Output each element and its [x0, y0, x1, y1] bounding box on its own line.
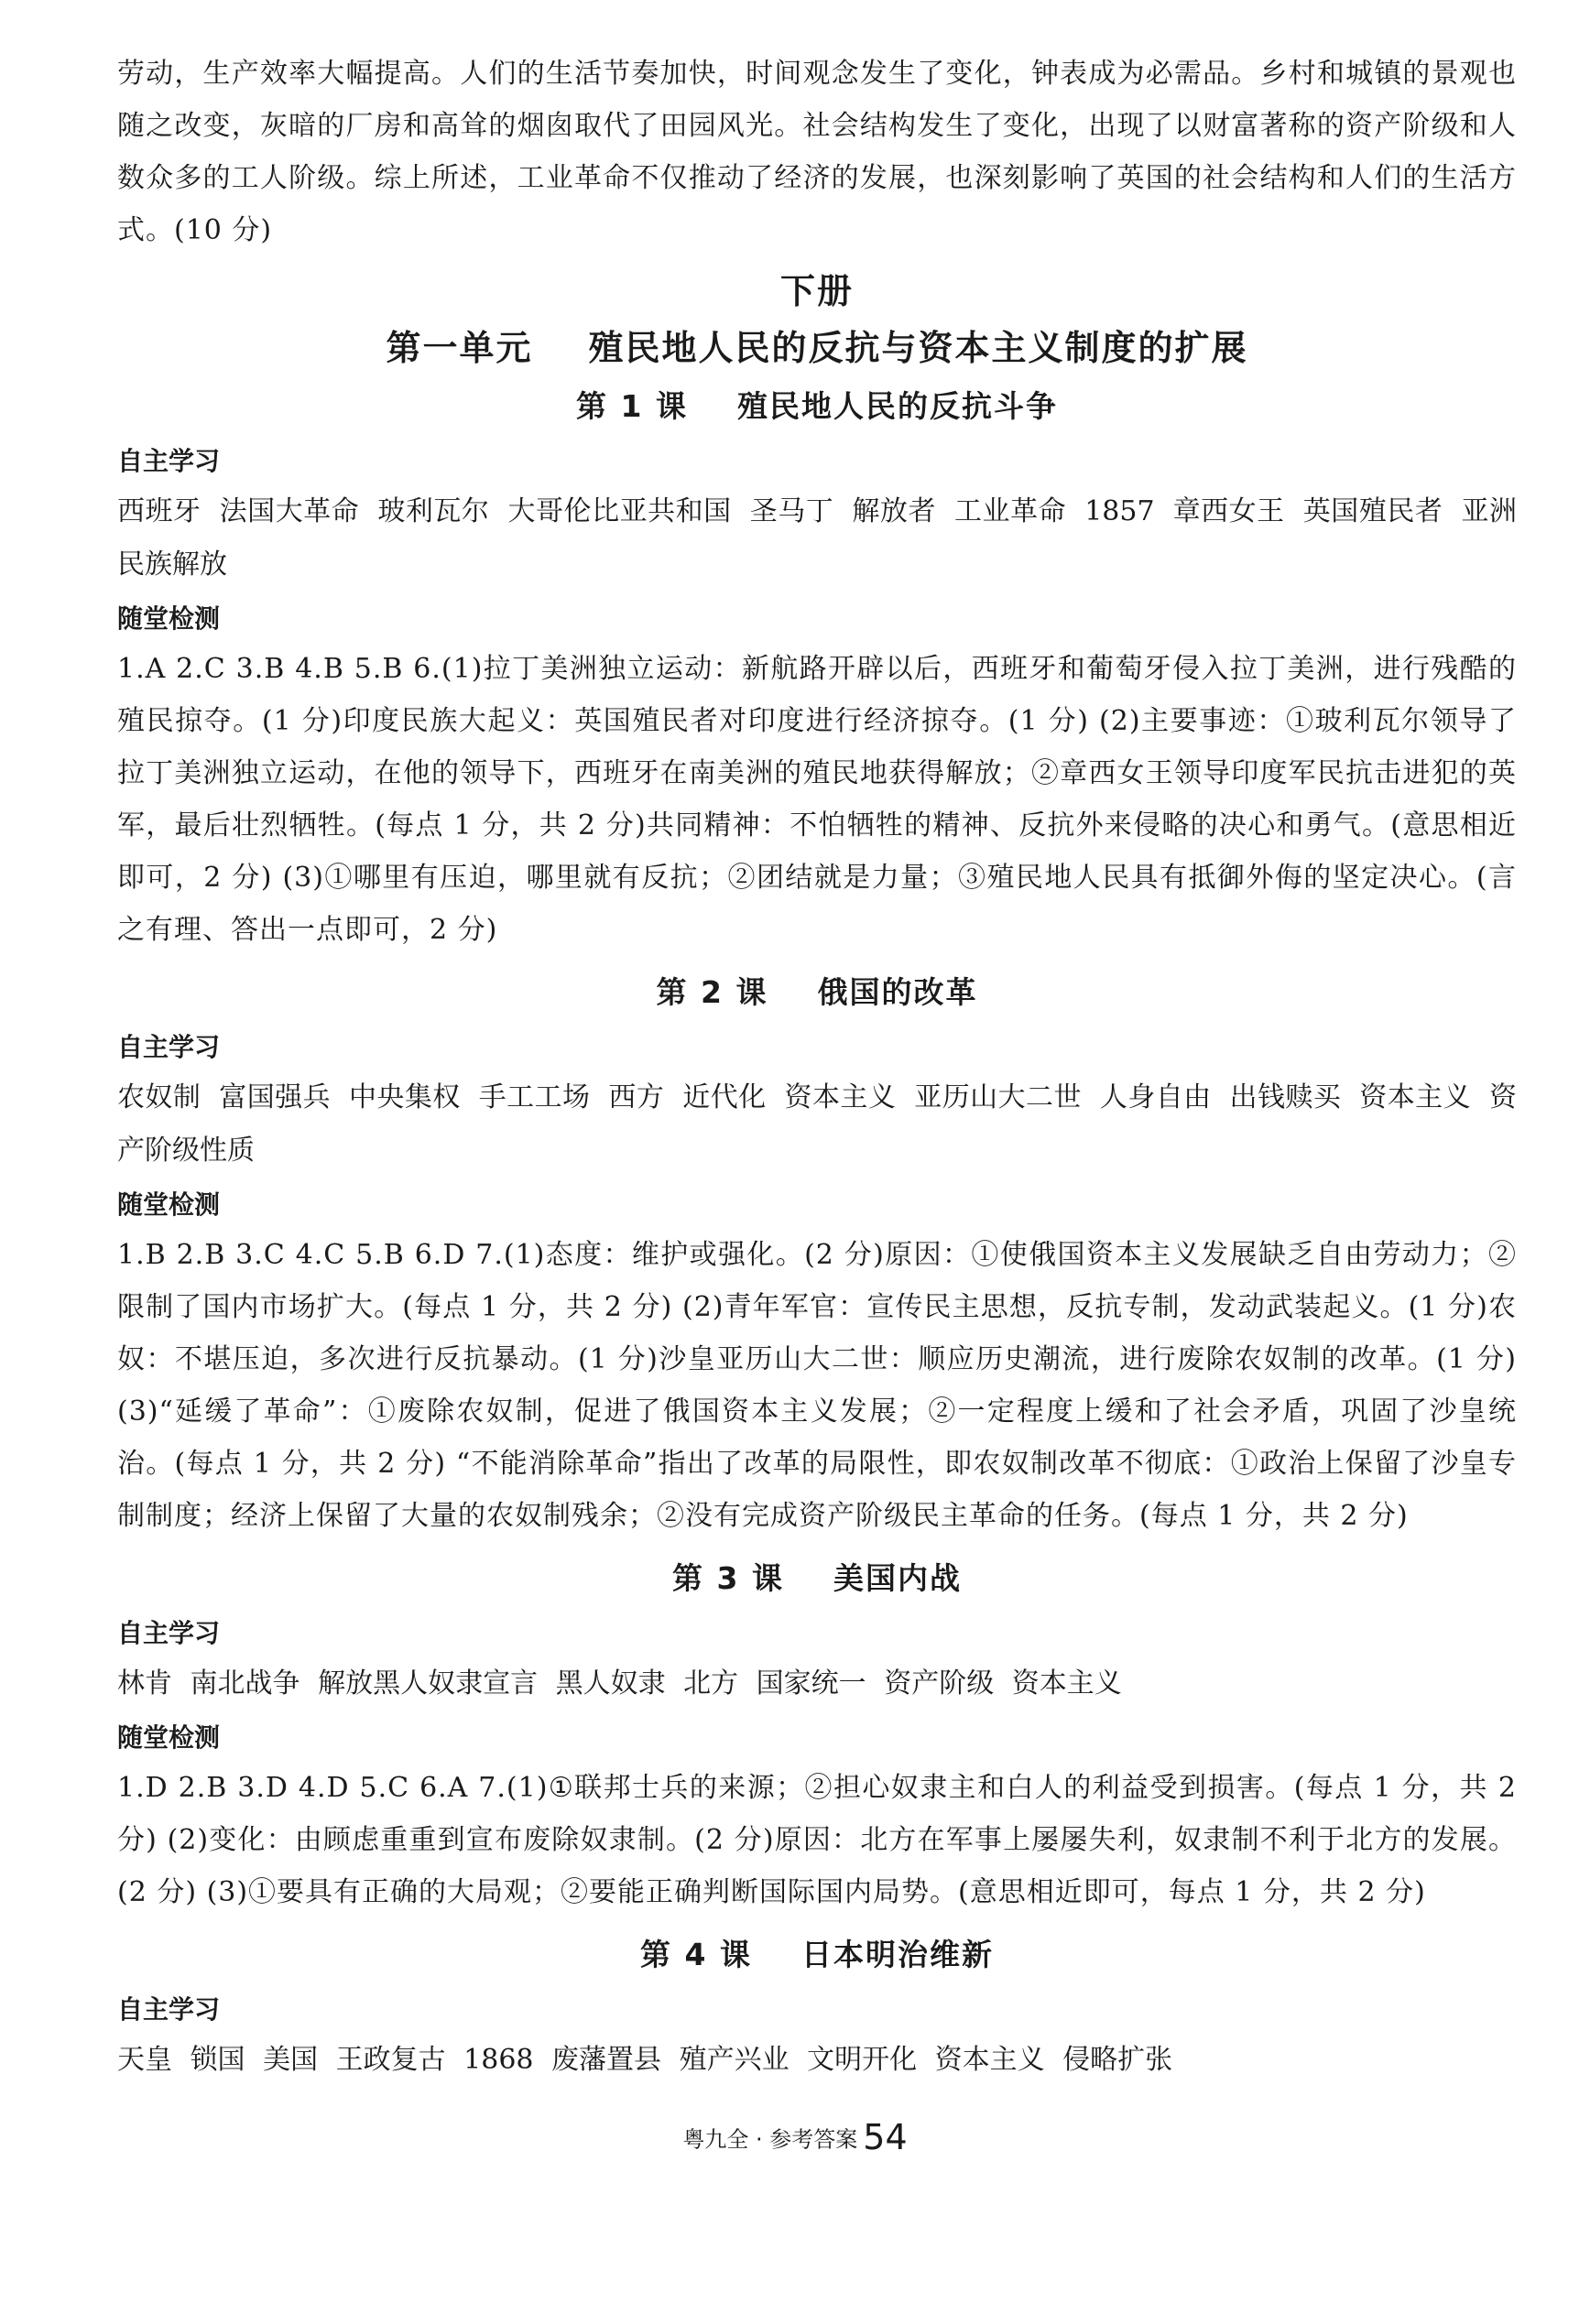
test-heading: 随堂检测 — [117, 1722, 221, 1753]
self-study-heading: 自主学习 — [117, 1618, 221, 1648]
lesson-2 — [117, 965, 1517, 1542]
test-answers: 1.A 2.C 3.B 4.B 5.B 6.(1)拉丁美洲独立运动：新航路开辟以后，西班牙和葡萄牙侵入拉丁美洲，进行残酷的殖民掠夺。(1 分)印度民族大起义：英国殖民者对印度进行经济掠夺。(1 分) (2)主要事迹：①玻利瓦尔领导了拉丁美洲独立运动，在他的领导下，西班牙在南美洲的殖民地获得解放；②章西女王领导印度军民抗击进犯的英军，最后壮烈牺牲。(每点 1 分，共 2 分)共同精神：不怕牺牲的精神、反抗外来侵略的决心和勇气。(意思相近即可，2 分) (3)①哪里有压迫，哪里就有反抗；②团结就是力量；③殖民地人民具有抵御外侮的坚定决心。(言之有理、答出一点即可，2 分) — [117, 653, 1517, 946]
self-study-terms: 农奴制 富国强兵 中央集权 手工工场 西方 近代化 资本主义 亚历山大二世 人身自由 出钱赎买 资本主义 资产阶级性质 — [117, 1081, 1517, 1167]
self-study-heading: 自主学习 — [117, 1032, 221, 1062]
lesson-1 — [117, 379, 1517, 956]
page-footer — [0, 2117, 1590, 2157]
self-study-terms: 天皇 锁国 美国 王政复古 1868 废藩置县 殖产兴业 文明开化 资本主义 侵略扩张 — [117, 2044, 1173, 2076]
lesson-title: 第 1 课 殖民地人民的反抗斗争 — [576, 388, 1058, 424]
lesson-title: 第 2 课 俄国的改革 — [656, 974, 978, 1010]
lesson-3 — [117, 1551, 1517, 1918]
lesson-title: 第 3 课 美国内战 — [672, 1560, 962, 1596]
test-heading: 随堂检测 — [117, 603, 221, 634]
footer-label: 粤九全 · 参考答案 — [682, 2126, 858, 2153]
test-answers: 1.D 2.B 3.D 4.D 5.C 6.A 7.(1)①联邦士兵的来源；②担心奴隶主和白人的利益受到损害。(每点 1 分，共 2 分) (2)变化：由顾虑重重到宣布废除奴隶制。(2 分)原因：北方在军事上屡屡失利，奴隶制不利于北方的发展。(2 分) (3)①要具有正确的大局观；②要能正确判断国际国内局势。(意思相近即可，每点 1 分，共 2 分) — [117, 1772, 1517, 1908]
lesson-title: 第 4 课 日本明治维新 — [640, 1937, 994, 1972]
page-number: 54 — [863, 2117, 908, 2157]
self-study-terms: 西班牙 法国大革命 玻利瓦尔 大哥伦比亚共和国 圣马丁 解放者 工业革命 1857 章西女王 英国殖民者 亚洲民族解放 — [117, 495, 1517, 581]
lesson-4 — [117, 1928, 1517, 2087]
self-study-heading: 自主学习 — [117, 446, 221, 476]
test-heading: 随堂检测 — [117, 1189, 221, 1220]
volume-title: 下册 — [779, 271, 854, 311]
self-study-heading: 自主学习 — [117, 1994, 221, 2025]
intro-paragraph: 劳动，生产效率大幅提高。人们的生活节奏加快，时间观念发生了变化，钟表成为必需品。乡村和城镇的景观也随之改变，灰暗的厂房和高耸的烟囱取代了田园风光。社会结构发生了变化，出现了以财富著称的资产阶级和人数众多的工人阶级。综上所述，工业革命不仅推动了经济的发展，也深刻影响了英国的社会结构和人们的生活方式。(10 分) — [117, 58, 1517, 246]
unit-title: 第一单元 殖民地人民的反抗与资本主义制度的扩展 — [386, 328, 1248, 368]
test-answers: 1.B 2.B 3.C 4.C 5.B 6.D 7.(1)态度：维护或强化。(2 分)原因：①使俄国资本主义发展缺乏自由劳动力；②限制了国内市场扩大。(每点 1 分，共 2 分) (2)青年军官：宣传民主思想，反抗专制，发动武装起义。(1 分)农奴：不堪压迫，多次进行反抗暴动。(1 分)沙皇亚历山大二世：顺应历史潮流，进行废除农奴制的改革。(1 分) (3)“延缓了革命”：①废除农奴制，促进了俄国资本主义发展；②一定程度上缓和了社会矛盾，巩固了沙皇统治。(每点 1 分，共 2 分) “不能消除革命”指出了改革的局限性，即农奴制改革不彻底：①政治上保留了沙皇专制制度；经济上保留了大量的农奴制残余；②没有完成资产阶级民主革命的任务。(每点 1 分，共 2 分) — [117, 1239, 1517, 1532]
self-study-terms: 林肯 南北战争 解放黑人奴隶宣言 黑人奴隶 北方 国家统一 资产阶级 资本主义 — [117, 1667, 1122, 1700]
